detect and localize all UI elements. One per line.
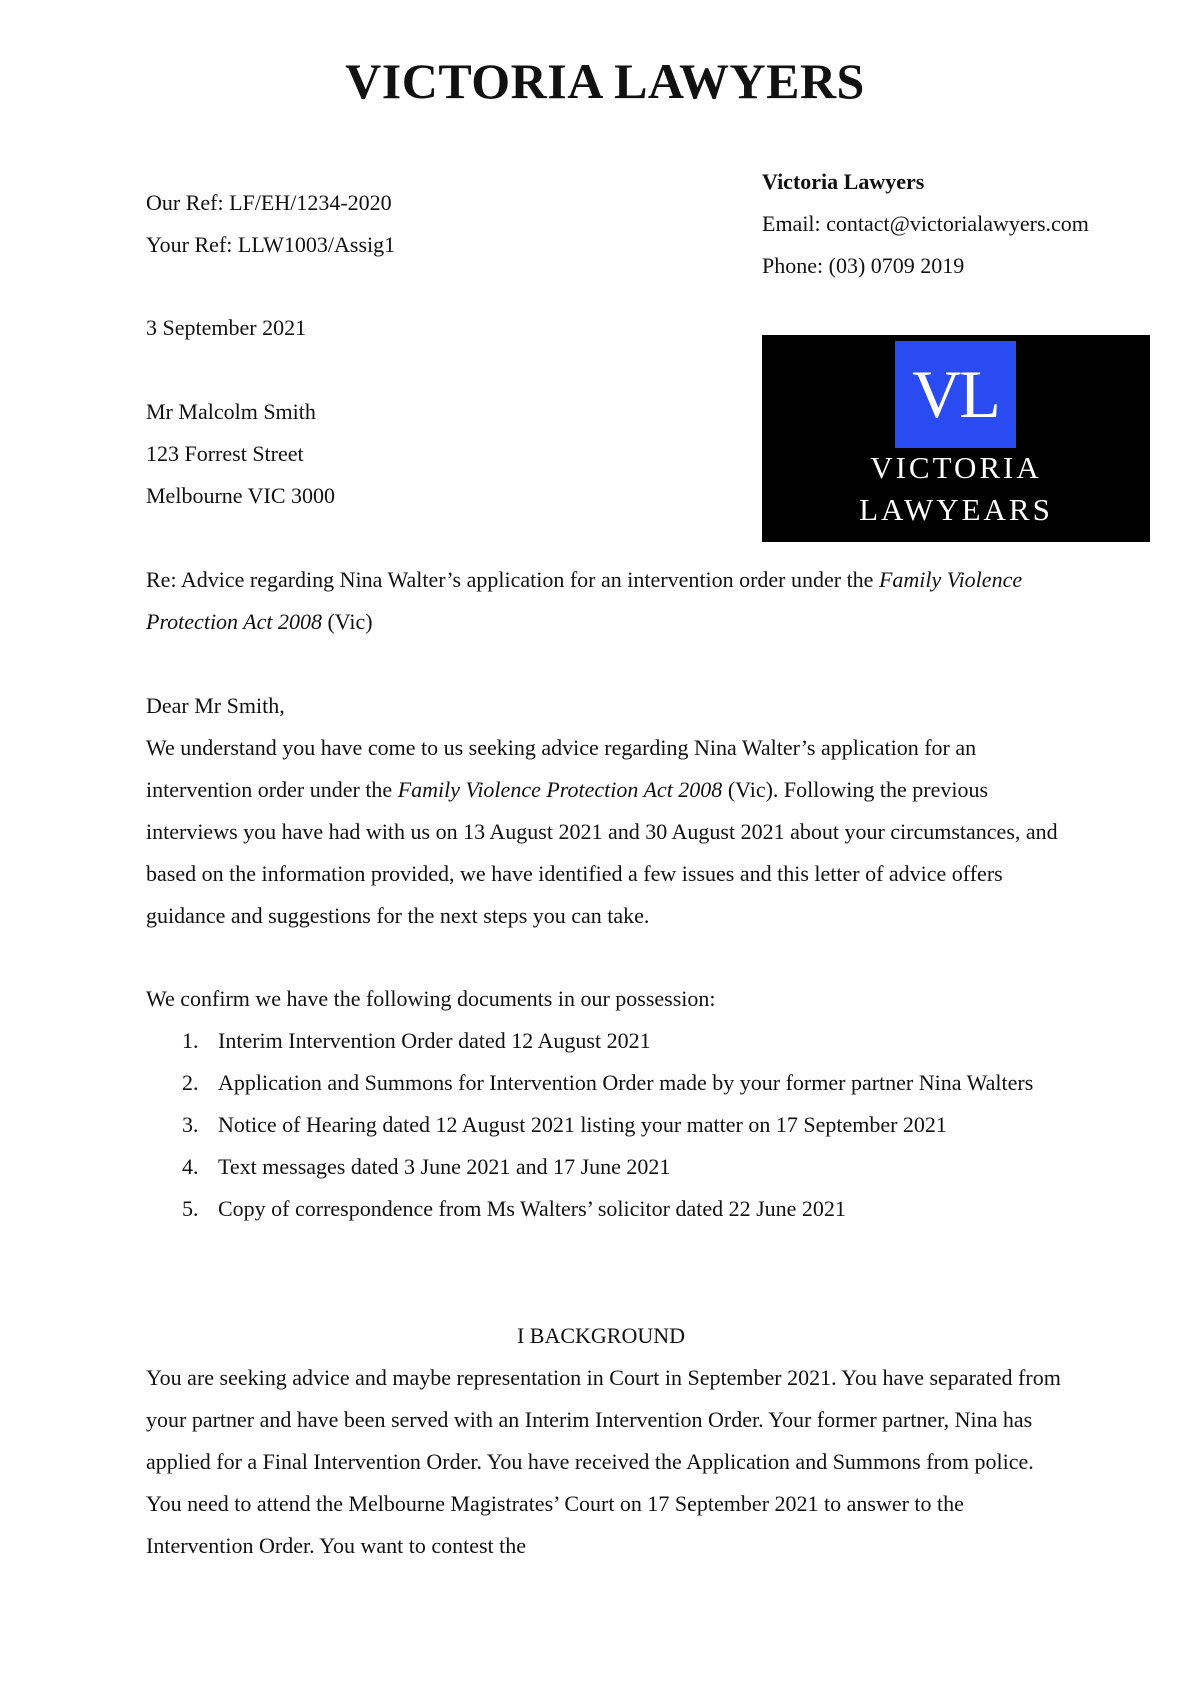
sender-email: Email: contact@victorialawyers.com: [762, 211, 1089, 236]
intro-paragraph: [146, 727, 1066, 937]
list-item-text: Text messages dated 3 June 2021 and 17 June 2021: [218, 1154, 671, 1179]
list-item-text: Notice of Hearing dated 12 August 2021 listing your matter on 17 September 2021: [218, 1112, 947, 1137]
subject-act-name: Family Violence Protection Act 2008: [146, 567, 1023, 634]
intro-text-part1: We understand you have come to us seeking advice regarding Nina Walter’s application for an intervention order under the: [146, 735, 977, 802]
list-item-number: 5.: [182, 1196, 199, 1221]
list-item-text: Copy of correspondence from Ms Walters’ solicitor dated 22 June 2021: [218, 1196, 846, 1221]
list-item: [146, 1104, 1066, 1146]
subject-suffix: (Vic): [321, 609, 373, 634]
list-item-number: 2.: [182, 1070, 199, 1095]
list-item: [146, 1146, 1066, 1188]
logo-text-line2: LAWYEARS: [859, 492, 1053, 527]
background-heading: I BACKGROUND: [516, 1323, 686, 1348]
subject-prefix: Re: Advice regarding Nina Walter’s application for an intervention order under the: [146, 567, 879, 592]
documents-list: [146, 1020, 1066, 1230]
background-paragraph: You are seeking advice and maybe representation in Court in September 2021. You have separated from your partner and have been served with an Interim Intervention Order. Your former partner, Nina has applied for a Final Intervention Order. You have received the Application and Summons from police. You need to attend the Melbourne Magistrates’ Court on 17 September 2021 to answer to the Intervention Order. You want to contest the: [146, 1365, 1061, 1558]
list-item-text: Application and Summons for Intervention Order made by your former partner Nina Walters: [218, 1070, 1034, 1095]
recipient-address: [146, 391, 666, 517]
sender-phone: Phone: (03) 0709 2019: [762, 253, 965, 278]
letter-date: 3 September 2021: [146, 315, 307, 340]
subject-line: [146, 559, 1066, 643]
list-item-number: 3.: [182, 1112, 199, 1137]
firm-logo: [762, 335, 1150, 542]
our-reference: Our Ref: LF/EH/1234-2020: [146, 190, 392, 215]
recipient-name: Mr Malcolm Smith: [146, 399, 316, 424]
letter-opening: [146, 685, 1066, 937]
sender-firm-name: Victoria Lawyers: [762, 169, 925, 194]
logo-initials: VL: [895, 341, 1016, 448]
documents-section: [146, 978, 1066, 1230]
list-item-text: Interim Intervention Order dated 12 August 2021: [218, 1028, 651, 1053]
logo-text-line1: VICTORIA: [870, 450, 1042, 485]
recipient-street: 123 Forrest Street: [146, 441, 304, 466]
list-item: [146, 1020, 1066, 1062]
intro-act-name: Family Violence Protection Act 2008: [397, 777, 723, 802]
letterhead-title: VICTORIA LAWYERS: [345, 53, 865, 109]
list-item: [146, 1062, 1066, 1104]
list-item-number: 4.: [182, 1154, 199, 1179]
intro-text-part2: (Vic). Following the previous interviews you have had with us on 13 August 2021 and 30 August 2021 about your circumstances, and based on the information provided, we have identified a few issues and this letter of advice offers guidance and suggestions for the next steps you can take.: [146, 777, 1058, 928]
sender-contact-block: [762, 161, 1182, 287]
list-item: [146, 1188, 1066, 1230]
salutation: Dear Mr Smith,: [146, 693, 285, 718]
list-item-number: 1.: [182, 1028, 199, 1053]
reference-block: [146, 182, 666, 266]
your-reference: Your Ref: LLW1003/Assig1: [146, 232, 396, 257]
recipient-city: Melbourne VIC 3000: [146, 483, 336, 508]
documents-intro: We confirm we have the following documents in our possession:: [146, 986, 716, 1011]
